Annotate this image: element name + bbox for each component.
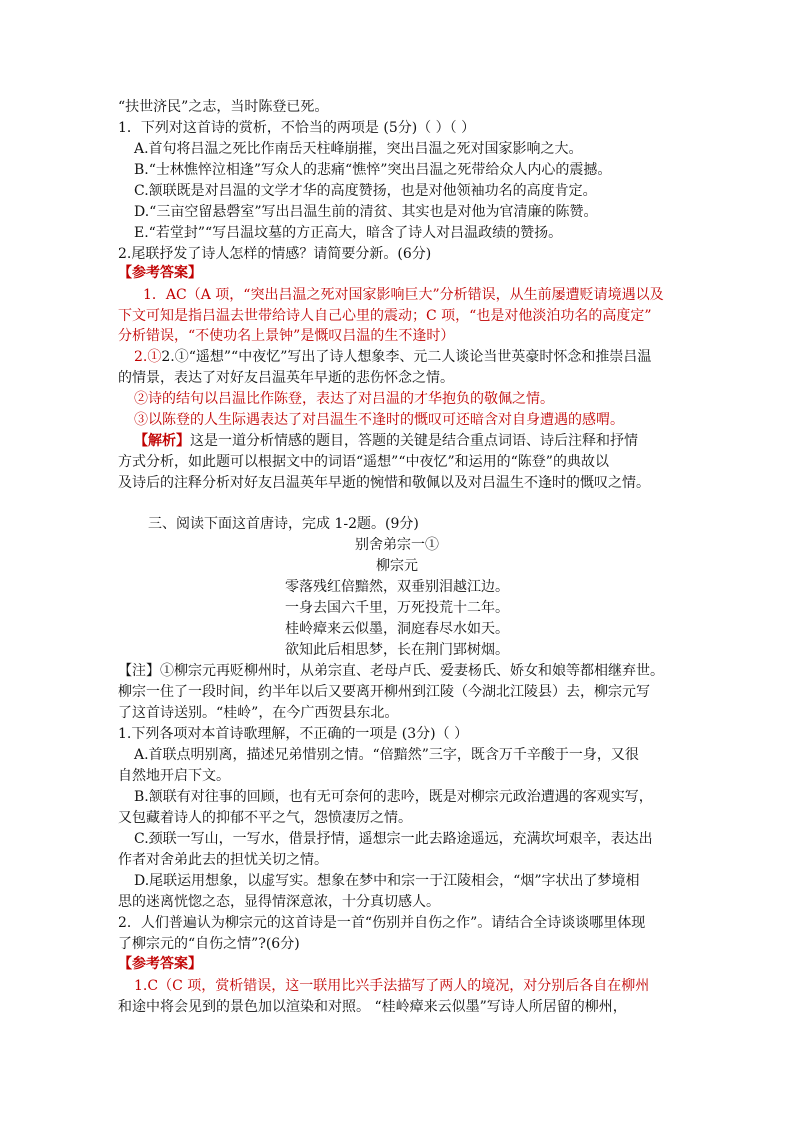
answer-line: 的情景，表达了对好友吕温英年早逝的悲伤怀念之情。 — [118, 370, 454, 386]
answer-line: 1.C（C 项，赏析错误，这一联用比兴手法描写了两人的境况，对分别后各自在柳州 — [134, 978, 650, 994]
answer-line: ②诗的结句以吕温比作陈登，表达了对吕温的才华抱负的敬佩之情。 — [134, 391, 554, 407]
answer-line: 下文可知是指吕温去世带给诗人自己心里的震动；C 项，“也是对他淡泊功名的高度定” — [118, 308, 652, 324]
answer-line: 分析错误，“不使功名上景钟”是慨叹吕温的生不逢时） — [118, 328, 455, 344]
option-line: A.首联点明别离，描述兄弟惜别之情。“倍黯然”三字，既含万千辛酸于一身，又很 — [134, 747, 639, 763]
option-line: 自然地开启下文。 — [118, 768, 230, 784]
analysis-line: 方式分析，如此题可以根据文中的词语“遥想”“中夜忆”和运用的“陈登”的典故以 — [118, 454, 609, 470]
option-d: D.“三亩空留悬磬室”写出吕温生前的清贫、其实也是对他为官清廉的陈赞。 — [134, 204, 598, 220]
analysis-line: 及诗后的注释分析对好友吕温英年早逝的惋惜和敬佩以及对吕温生不逢时的慨叹之情。 — [118, 475, 650, 491]
poem-line: 欲知此后相思梦，长在荆门郢树烟。 — [285, 642, 509, 658]
option-line: B.颔联有对往事的回顾，也有无可奈何的悲吟，既是对柳宗元政治遭遇的客观实写， — [134, 789, 653, 805]
analysis-line: 【解析】这是一道分析情感的题目，答题的关键是结合重点词语、诗后注释和抒情 — [134, 433, 638, 449]
answer-heading: 【参考答案】 — [118, 265, 202, 281]
analysis-label: 【解析】 — [134, 433, 190, 449]
question-1: 1.下列各项对本首诗歌理解，不正确的一项是 (3分)（ ） — [118, 726, 469, 742]
question-2: 2.尾联抒发了诗人怎样的情感？请简要分新。(6分) — [118, 246, 432, 262]
section-title: 三、阅读下面这首唐诗，完成 1-2题。(9分) — [148, 516, 419, 532]
answer-line: 1．AC（A 项，“突出吕温之死对国家影响巨大”分析错误，从生前屡遭贬请境遇以及 — [143, 287, 664, 303]
poem-title: 别舍弟宗一① — [355, 537, 439, 553]
option-c: C.颔联既是对吕温的文学才华的高度赞扬，也是对他领袖功名的高度肯定。 — [134, 183, 597, 199]
poem-author: 柳宗元 — [376, 558, 418, 574]
option-e: E.“若堂封”“写吕温坟墓的方正高大，暗含了诗人对吕温政绩的赞扬。 — [134, 225, 563, 241]
question-2: 2．人们普遍认为柳宗元的这首诗是一首“伤别并自伤之作”。请结合全诗谈谈哪里体现 — [118, 915, 646, 931]
option-line: 又包藏着诗人的抑郁不平之气，怨愤凄厉之情。 — [118, 810, 412, 826]
option-a: A.首句将吕温之死比作南岳天柱峰崩摧，突出吕温之死对国家影响之大。 — [134, 141, 583, 157]
answer-line: 和途中将会见到的景色加以渲染和对照。 “桂岭瘴来云似墨”写诗人所居留的柳州， — [118, 999, 627, 1015]
option-line: 作者对舍弟此去的担忧关切之情。 — [118, 852, 328, 868]
option-line: D.尾联运用想象，以虚写实。想象在梦中和宗一于江陵相会，“烟”字状出了梦境相 — [134, 873, 640, 889]
answer-line: ③以陈登的人生际遇表达了对吕温生不逢时的慨叹可还暗含对自身遭遇的感喟。 — [134, 412, 624, 428]
question-1: 1．下列对这首诗的赏析，不恰当的两项是 (5分)（ ）（ ） — [118, 120, 476, 136]
answer-line: 2.①2.①“遥想”“中夜忆”写出了诗人想象李、元二人谈论当世英豪时怀念和推崇吕温 — [134, 349, 652, 365]
poem-line: 桂岭瘴来云似墨，洞庭春尽水如天。 — [285, 621, 509, 637]
note-line: 【注】①柳宗元再贬柳州时，从弟宗直、老母卢氏、爱妻杨氏、娇女和娘等都相继弃世。 — [118, 663, 664, 679]
option-line: C.颈联一写山，一写水，借景抒情，遥想宗一此去路途遥远，充满坎坷艰辛，表达出 — [134, 831, 653, 847]
poem-line: 零落残红倍黯然，双垂别泪越江边。 — [285, 579, 509, 595]
option-b: B.“士林憔悴泣相逢”写众人的悲痛“憔悴”突出吕温之死带给众人内心的震撼。 — [134, 162, 612, 178]
option-line: 思的迷离恍惚之态，显得情深意浓，十分真切感人。 — [118, 894, 440, 910]
question-2: 了柳宗元的“自伤之情”?(6分) — [118, 936, 300, 952]
note-line: 了这首诗送别。“桂岭”，在今广西贺县东北。 — [118, 705, 399, 721]
answer-heading: 【参考答案】 — [118, 956, 202, 972]
note-line: 柳宗一住了一段时间，约半年以后又要离开柳州到江陵（今湖北江陵县）去，柳宗元写 — [118, 684, 650, 700]
intro-tail-text: “扶世济民”之志，当时陈登已死。 — [118, 99, 329, 115]
poem-line: 一身去国六千里，万死投荒十二年。 — [285, 600, 509, 616]
